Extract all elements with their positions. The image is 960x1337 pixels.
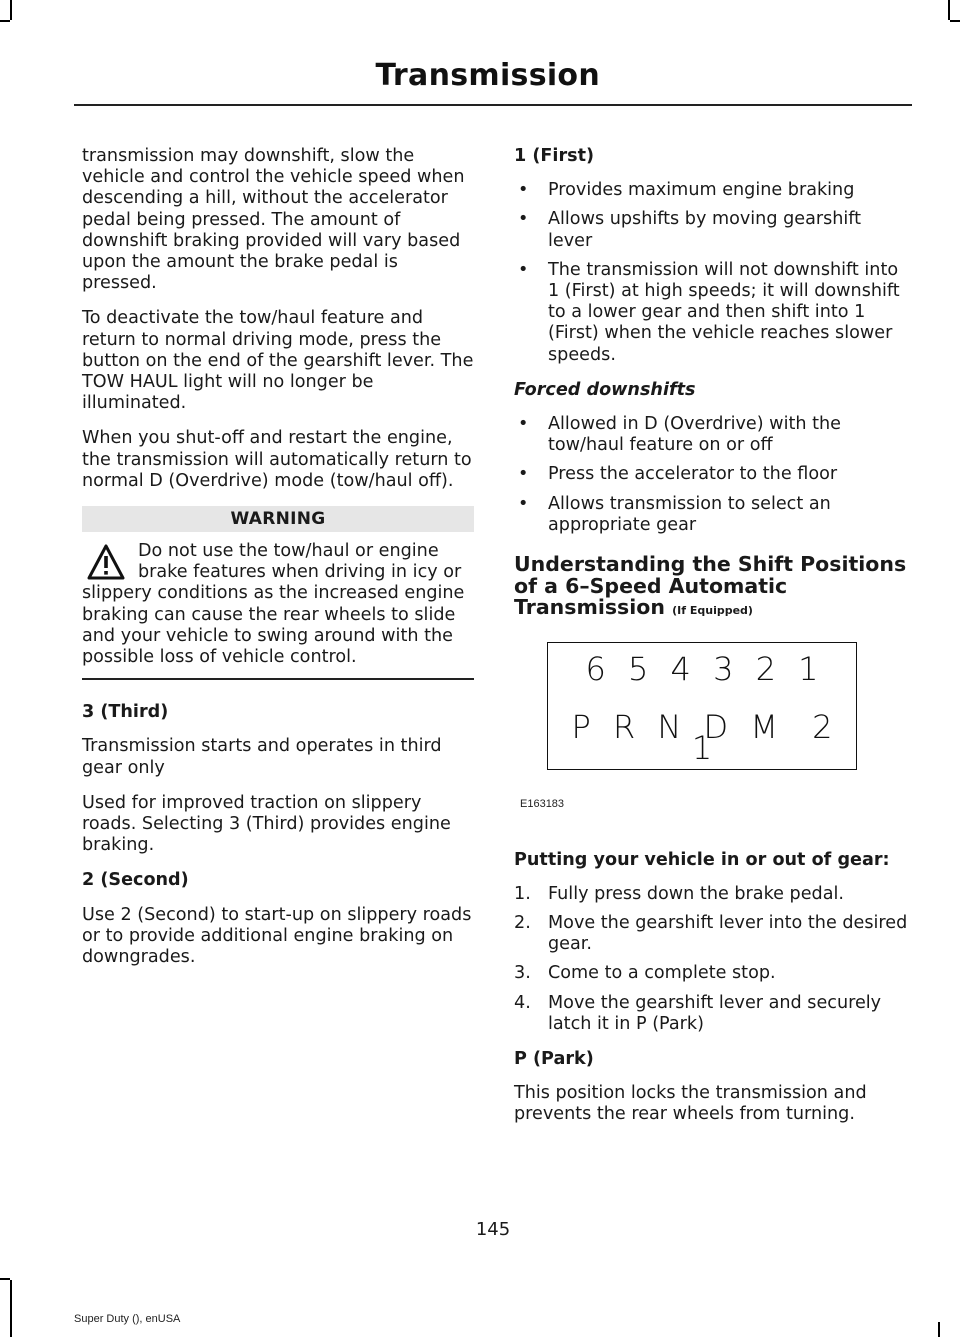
header-rule [74,104,912,106]
list-item-text: Fully press down the brake pedal. [548,883,844,904]
gear-position: D [703,707,729,746]
paragraph-restart: When you shut-off and restart the engine, the transmission will automatically return to normal D (Overdrive) mode (tow/haul off). [82,428,472,491]
list-item [514,260,908,366]
forced-bullet-list [514,414,908,536]
bullet-glyph: • [518,464,529,485]
warning-text: Do not use the tow/haul or engine brake features when driving in icy or slippery conditions as the increased engine braking can cause the rear wheels to slide and your vehicle to swing around with the possible loss of vehicle control. [82,541,465,668]
gear-position: 1 [691,728,713,767]
list-item-text: Come to a complete stop. [548,963,776,984]
crop-mark-top-right-v [948,0,950,20]
left-column [82,146,474,982]
section-title [514,554,908,622]
list-item [514,993,908,1035]
heading-second: 2 (Second) [82,870,189,891]
heading-first: 1 (First) [514,146,595,166]
bullet-glyph: • [518,180,529,201]
gear-number: 5 [628,649,649,688]
list-item [514,464,908,485]
crop-mark-top-left-h [0,20,10,22]
warning-triangle-icon [86,543,126,581]
heading-putting-in-gear: Putting your vehicle in or out of gear: [514,849,890,870]
gear-steps-list [514,884,908,1035]
gear-number: 6 [585,649,606,688]
heading-forced-downshifts: Forced downshifts [514,379,696,400]
paragraph-downshift: transmission may downshift, slow the vehicle and control the vehicle speed when descending a hill, without the accelerator pedal being pressed. The amount of downshift braking provided will vary based upon the amount the brake pedal is pressed. [82,146,465,294]
gear-number: 4 [670,649,691,688]
gear-number: 2 [755,649,776,688]
crop-mark-top-right-h [950,20,960,22]
gear-number: 1 [798,649,819,688]
bullet-glyph: • [518,414,529,435]
gear-indicator-display [547,642,857,770]
paragraph-park: This position locks the transmission and prevents the rear wheels from turning. [514,1083,867,1125]
crop-mark-bottom-right-v [938,1322,940,1337]
paragraph-second-1: Use 2 (Second) to start-up on slippery roads or to provide additional engine braking on downgrades. [82,904,472,968]
list-item [514,209,908,251]
figure-code: E163183 [520,797,565,810]
list-item [514,963,908,984]
crop-mark-top-left-v [10,0,12,20]
page-number: 145 [475,1219,511,1240]
page-title: Transmission [375,58,600,93]
bullet-glyph: • [518,259,529,280]
gear-position: 2 [812,707,833,746]
gear-position: N [657,707,682,746]
first-bullet-list [514,180,908,366]
section-qualifier: (If Equipped) [672,604,753,618]
gear-display-figure [514,636,908,836]
paragraph-third-2: Used for improved traction on slippery roads. Selecting 3 (Third) provides engine braking. [82,792,451,856]
list-item-text: Press the accelerator to the floor [548,464,838,485]
heading-park: P (Park) [514,1048,594,1069]
step-number: 4. [514,992,531,1013]
list-item-text: Allows upshifts by moving gearshift lever [548,209,862,251]
list-item-text: Move the gearshift lever and securely latch it in P (Park) [548,992,882,1034]
footer-text: Super Duty (), enUSA [74,1313,181,1325]
list-item-text: The transmission will not downshift into 1 (First) at high speeds; it will downshift to a lower gear and then shift into 1 (First) when the vehicle reaches slower speeds. [548,259,900,365]
paragraph-third-1: Transmission starts and operates in third gear only [82,736,442,778]
bullet-glyph: • [518,493,529,514]
paragraph-deactivate: To deactivate the tow/haul feature and return to normal driving mode, press the button on the end of the gearshift lever. The TOW HAUL light will no longer be illuminated. [82,308,474,414]
gear-position: P [571,707,591,746]
gear-position-row [548,707,856,767]
right-column [514,146,908,1140]
list-item [514,913,908,955]
gear-number: 3 [713,649,734,688]
gear-number-row [548,649,856,688]
warning-box [82,506,474,680]
gear-position: M [750,707,778,746]
list-item [514,494,908,536]
warning-body [82,541,474,668]
list-item [514,414,908,456]
list-item-text: Provides maximum engine braking [548,180,855,201]
list-item [514,180,908,201]
list-item-text: Move the gearshift lever into the desired gear. [548,912,908,955]
list-item-text: Allows transmission to select an appropriate gear [548,493,831,535]
step-number: 1. [514,883,531,904]
section-title-text: Understanding the Shift Positions of a 6–Speed Automatic Transmission [514,552,907,620]
step-number: 3. [514,963,531,984]
bullet-glyph: • [518,209,529,230]
list-item [514,884,908,905]
list-item-text: Allowed in D (Overdrive) with the tow/haul feature on or off [548,414,841,456]
warning-label: WARNING [82,506,474,532]
step-number: 2. [514,912,531,933]
heading-third: 3 (Third) [82,702,169,723]
crop-mark-bottom-left-v [10,1280,12,1337]
gear-position: R [613,707,636,746]
crop-mark-bottom-left-h [0,1278,10,1280]
